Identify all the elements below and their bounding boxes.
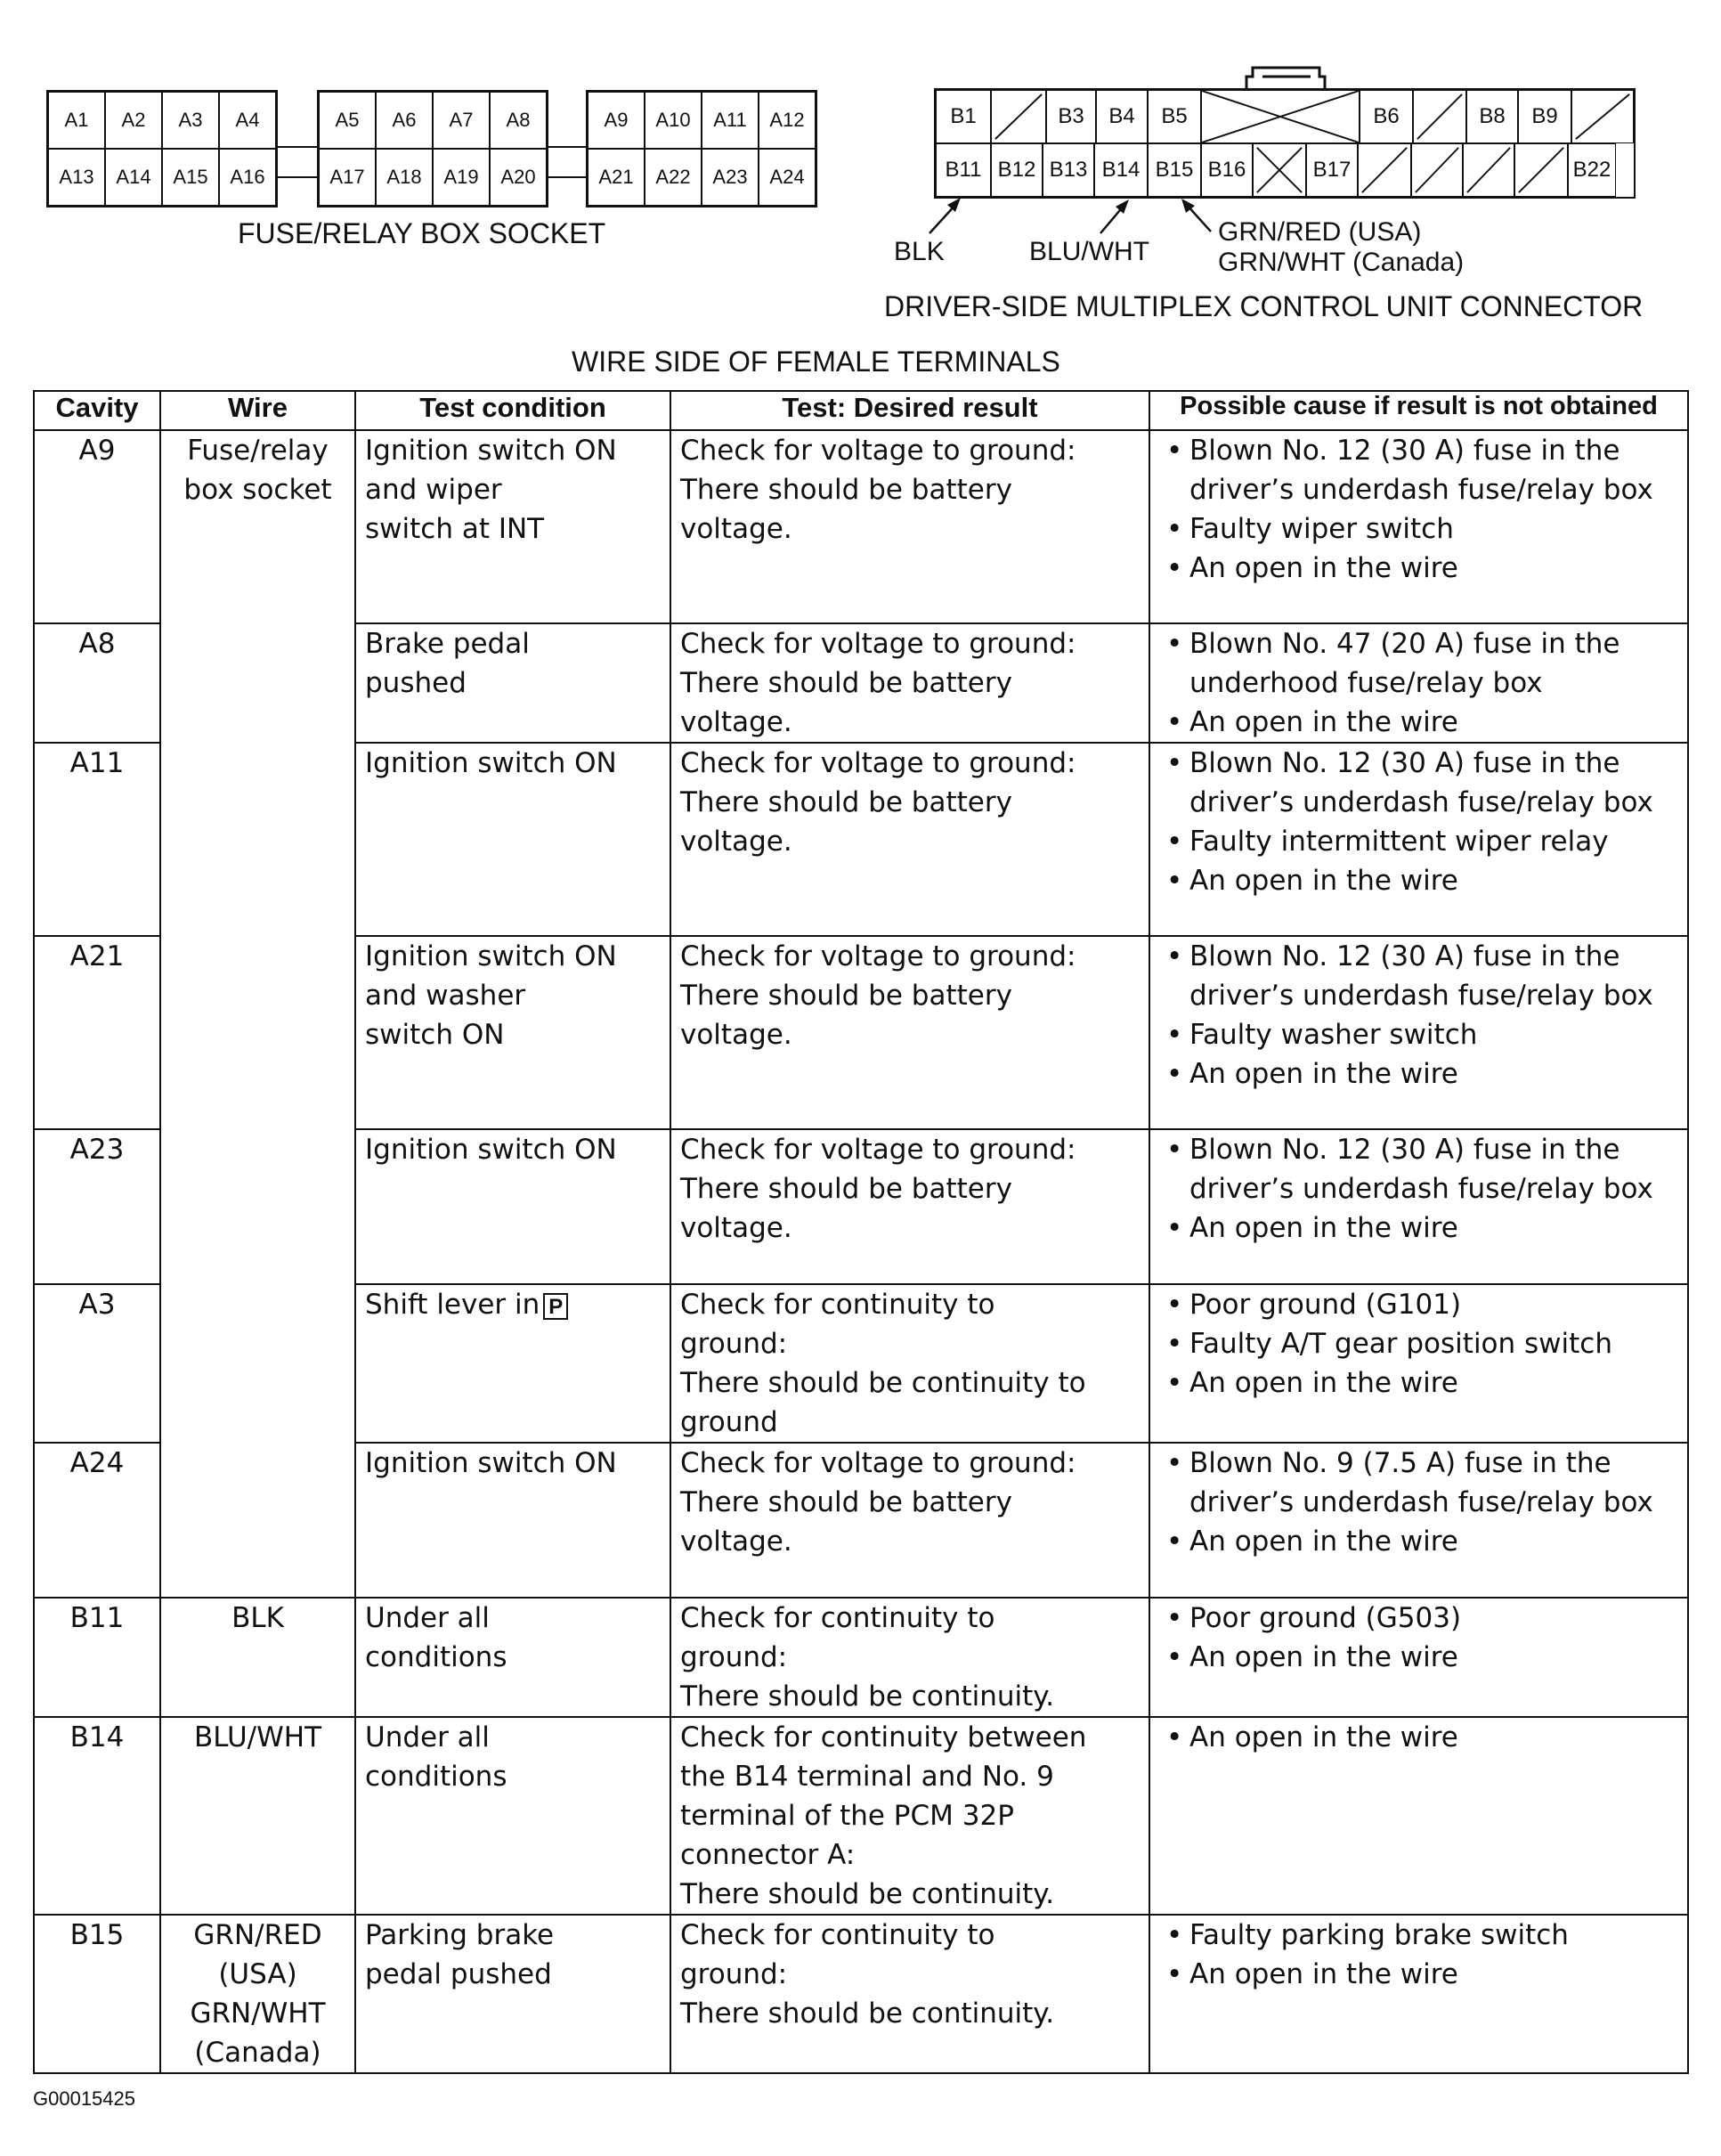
cavity-cell: A8: [34, 623, 160, 743]
connector-cavity: B11: [936, 143, 991, 197]
cause-item: • An open in the wire: [1159, 1363, 1678, 1403]
test-table: [33, 390, 1689, 2074]
condition-text: Shift lever in: [365, 1289, 540, 1321]
park-position-badge: P: [543, 1293, 568, 1320]
fuse-cavity: A11: [702, 92, 759, 149]
cause-item: • An open in the wire: [1159, 1054, 1678, 1094]
header-result: Test: Desired result: [670, 391, 1149, 430]
connector-cavity: B13: [1043, 143, 1094, 197]
cavity-cell: A9: [34, 430, 160, 623]
empty-cavity: [1514, 143, 1568, 197]
fuse-cavity: A20: [490, 149, 547, 206]
condition-cell: Ignition switch ON: [355, 1129, 670, 1284]
cause-item: • Faulty parking brake switch: [1159, 1916, 1678, 1955]
connector-cavity: B3: [1046, 90, 1096, 143]
result-cell: Check for voltage to ground: There should be battery voltage.: [670, 936, 1149, 1129]
result-cell: Check for continuity to ground: There should be continuity to ground: [670, 1284, 1149, 1443]
connector-cavity: B9: [1518, 90, 1571, 143]
table-row: [34, 430, 1688, 623]
connector-cavity: B17: [1306, 143, 1358, 197]
fuse-cavity: A22: [645, 149, 702, 206]
result-cell: Check for voltage to ground: There should be battery voltage.: [670, 1129, 1149, 1284]
cause-item: • Blown No. 12 (30 A) fuse in the driver’s underdash fuse/relay box: [1159, 937, 1678, 1015]
cause-item: • Poor ground (G101): [1159, 1285, 1678, 1324]
fuse-cavity: A21: [588, 149, 645, 206]
empty-cavity: [1358, 143, 1411, 197]
cause-item: • Faulty wiper switch: [1159, 509, 1678, 549]
table-header-row: [34, 391, 1688, 430]
result-cell: Check for voltage to ground: There should be battery voltage.: [670, 430, 1149, 623]
cause-item: • An open in the wire: [1159, 1208, 1678, 1248]
fuse-cavity: A23: [702, 149, 759, 206]
result-cell: Check for continuity between the B14 terminal and No. 9 terminal of the PCM 32P connector A: There should be continuity.: [670, 1717, 1149, 1915]
fuse-cavity: A15: [162, 149, 219, 206]
wire-cell: BLK: [160, 1598, 355, 1717]
cause-cell: [1149, 1717, 1688, 1915]
cause-item: • An open in the wire: [1159, 549, 1678, 588]
fuse-cavity: A19: [433, 149, 490, 206]
table-row: [34, 1717, 1688, 1915]
wire-cell-fuse-socket: Fuse/relay box socket: [160, 430, 355, 1598]
connector-cavity: B22: [1568, 143, 1616, 197]
empty-cavity: [991, 90, 1046, 143]
cavity-cell: A3: [34, 1284, 160, 1443]
wire-label-blk: BLK: [894, 237, 945, 266]
cause-cell: [1149, 1915, 1688, 2073]
table-row: [34, 1915, 1688, 2073]
cause-item: • Poor ground (G503): [1159, 1599, 1678, 1638]
blocked-cavity: [1253, 143, 1306, 197]
cause-item: • An open in the wire: [1159, 1718, 1678, 1757]
cause-item: • An open in the wire: [1159, 1638, 1678, 1677]
fuse-cavity: A8: [490, 92, 547, 149]
connector-caption: DRIVER-SIDE MULTIPLEX CONTROL UNIT CONNECTOR: [884, 290, 1644, 322]
result-cell: Check for continuity to ground: There should be continuity.: [670, 1598, 1149, 1717]
fuse-cavity: A14: [105, 149, 162, 206]
fuse-cavity: A7: [433, 92, 490, 149]
wire-cell: BLU/WHT: [160, 1717, 355, 1915]
cause-item: • An open in the wire: [1159, 703, 1678, 742]
condition-cell: Brake pedal pushed: [355, 623, 670, 743]
cavity-cell: A23: [34, 1129, 160, 1284]
result-cell: Check for voltage to ground: There should be battery voltage.: [670, 623, 1149, 743]
wire-label-bluwht: BLU/WHT: [1029, 237, 1149, 266]
cause-cell: [1149, 936, 1688, 1129]
cavity-cell: A24: [34, 1443, 160, 1598]
header-condition: Test condition: [355, 391, 670, 430]
condition-cell: Ignition switch ON and washer switch ON: [355, 936, 670, 1129]
cause-cell: [1149, 430, 1688, 623]
connector-cavity: B8: [1466, 90, 1518, 143]
cause-item: • Faulty A/T gear position switch: [1159, 1324, 1678, 1363]
cause-item: • An open in the wire: [1159, 1955, 1678, 1994]
fuse-cavity: A3: [162, 92, 219, 149]
cause-cell: [1149, 623, 1688, 743]
cavity-cell: B15: [34, 1915, 160, 2073]
fuse-cavity: A4: [219, 92, 276, 149]
connector-cavity: B1: [936, 90, 991, 143]
fuse-cavity: A6: [376, 92, 433, 149]
fuse-cavity: A5: [319, 92, 376, 149]
fuse-cavity: A12: [759, 92, 816, 149]
condition-cell: Parking brake pedal pushed: [355, 1915, 670, 2073]
cavity-cell: B11: [34, 1598, 160, 1717]
cavity-cell: A21: [34, 936, 160, 1129]
result-cell: Check for continuity to ground: There should be continuity.: [670, 1915, 1149, 2073]
fuse-cavity: A13: [48, 149, 105, 206]
connector-cavity: B14: [1094, 143, 1148, 197]
cavity-cell: B14: [34, 1717, 160, 1915]
blocked-cavity: [1201, 90, 1360, 143]
cause-cell: [1149, 1284, 1688, 1443]
fuse-cavity: A9: [588, 92, 645, 149]
result-cell: Check for voltage to ground: There should be battery voltage.: [670, 1443, 1149, 1598]
wire-cell: GRN/RED (USA) GRN/WHT (Canada): [160, 1915, 355, 2073]
cause-item: • Faulty washer switch: [1159, 1015, 1678, 1054]
condition-cell: Ignition switch ON: [355, 1443, 670, 1598]
cause-item: • Blown No. 12 (30 A) fuse in the driver’s underdash fuse/relay box: [1159, 431, 1678, 509]
cause-cell: [1149, 1443, 1688, 1598]
condition-cell: [355, 1284, 670, 1443]
empty-cavity: [1571, 90, 1634, 143]
header-cavity: Cavity: [34, 391, 160, 430]
result-cell: Check for voltage to ground: There should be battery voltage.: [670, 743, 1149, 936]
fuse-cavity: A16: [219, 149, 276, 206]
fuse-cavity: A2: [105, 92, 162, 149]
cause-cell: [1149, 1129, 1688, 1284]
fuse-box-caption: FUSE/RELAY BOX SOCKET: [238, 217, 606, 249]
header-wire: Wire: [160, 391, 355, 430]
header-cause: Possible cause if result is not obtained: [1149, 391, 1688, 430]
wire-label-grn-usa: GRN/RED (USA): [1218, 217, 1422, 247]
multiplex-connector: [934, 88, 1636, 199]
cause-item: • An open in the wire: [1159, 861, 1678, 900]
cause-cell: [1149, 743, 1688, 936]
condition-cell: Ignition switch ON: [355, 743, 670, 936]
connector-cavity: B4: [1096, 90, 1148, 143]
empty-cavity: [1411, 143, 1463, 197]
cause-item: • Blown No. 12 (30 A) fuse in the driver’s underdash fuse/relay box: [1159, 744, 1678, 822]
cause-cell: [1149, 1598, 1688, 1717]
condition-cell: Under all conditions: [355, 1717, 670, 1915]
connector-cavity: B12: [991, 143, 1043, 197]
cause-item: • Faulty intermittent wiper relay: [1159, 822, 1678, 861]
fuse-cavity: A1: [48, 92, 105, 149]
connector-cavity: B5: [1148, 90, 1201, 143]
wire-label-grn-canada: GRN/WHT (Canada): [1218, 248, 1465, 277]
wire-side-caption: WIRE SIDE OF FEMALE TERMINALS: [572, 346, 1060, 378]
cause-item: • An open in the wire: [1159, 1522, 1678, 1561]
connector-cavity: B6: [1360, 90, 1413, 143]
empty-cavity: [1463, 143, 1514, 197]
cause-item: • Blown No. 47 (20 A) fuse in the underhood fuse/relay box: [1159, 624, 1678, 703]
figure-id: G00015425: [33, 2087, 135, 2110]
condition-cell: Under all conditions: [355, 1598, 670, 1717]
connector-cavity: B15: [1148, 143, 1201, 197]
fuse-cavity: A10: [645, 92, 702, 149]
connector-cavity: B16: [1201, 143, 1253, 197]
table-row: [34, 1598, 1688, 1717]
cavity-cell: A11: [34, 743, 160, 936]
fuse-cavity: A17: [319, 149, 376, 206]
fuse-cavity: A18: [376, 149, 433, 206]
cause-item: • Blown No. 9 (7.5 A) fuse in the driver’s underdash fuse/relay box: [1159, 1444, 1678, 1522]
cause-item: • Blown No. 12 (30 A) fuse in the driver’s underdash fuse/relay box: [1159, 1130, 1678, 1208]
empty-cavity: [1413, 90, 1466, 143]
condition-cell: Ignition switch ON and wiper switch at INT: [355, 430, 670, 623]
fuse-cavity: A24: [759, 149, 816, 206]
